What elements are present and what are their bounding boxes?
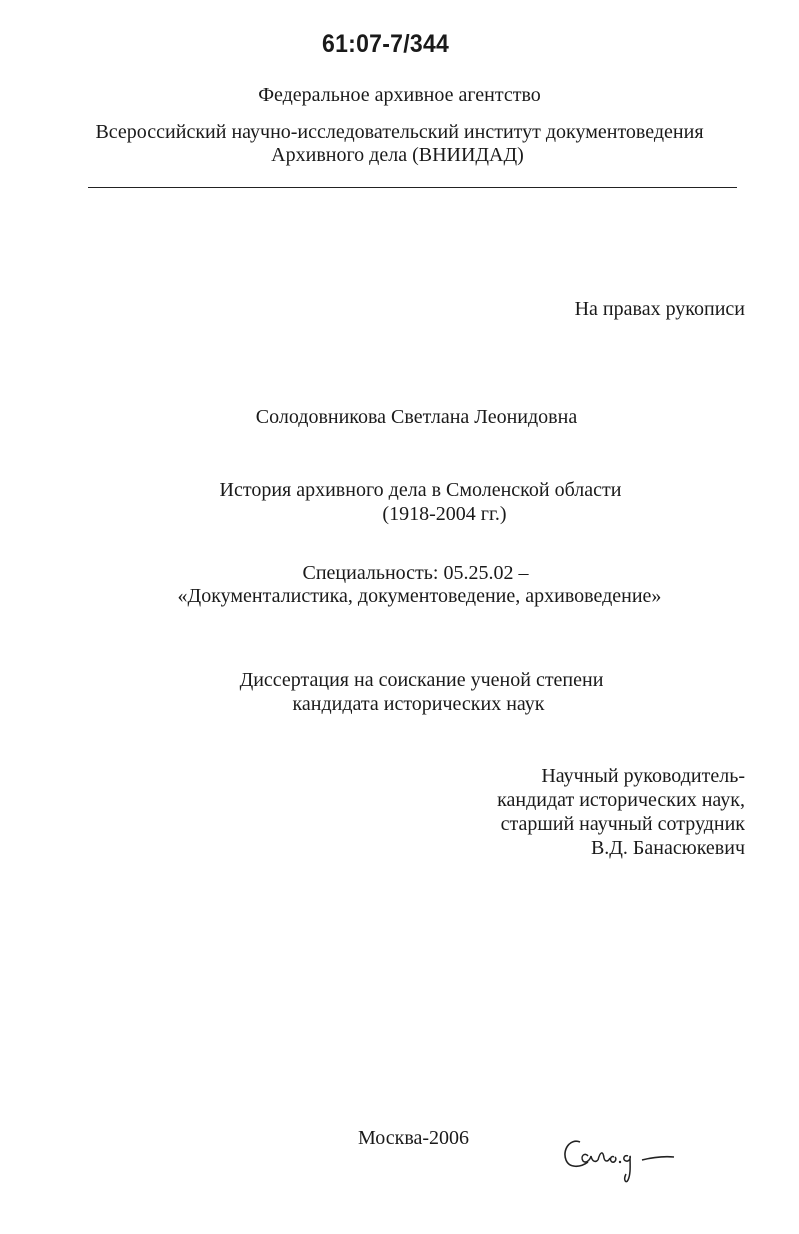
degree-line2: кандидата исторических наук: [292, 693, 545, 715]
signature: [558, 1128, 678, 1193]
advisor-name: В.Д. Банасюкевич: [590, 837, 745, 859]
signature-icon: [558, 1128, 678, 1188]
specialty-line1: Специальность: 05.25.02 –: [302, 562, 529, 584]
city-year: Москва-2006: [357, 1127, 470, 1149]
degree-line1: Диссертация на соискание ученой степени: [239, 669, 604, 691]
header-divider: [88, 187, 737, 188]
dissertation-title-line2: (1918-2004 гг.): [382, 503, 507, 525]
advisor-label: Научный руководитель-: [541, 765, 745, 787]
advisor-degree: кандидат исторических наук,: [497, 789, 745, 811]
dissertation-title-line1: История архивного дела в Смоленской области: [219, 479, 622, 501]
agency-name: Федеральное архивное агентство: [258, 84, 541, 106]
institute-name-line1: Всероссийский научно-исследовательский институт документоведения: [95, 121, 704, 143]
specialty-line2: «Документалистика, документоведение, архивоведение»: [177, 585, 662, 607]
author-name: Солодовникова Светлана Леонидовна: [255, 406, 578, 428]
manuscript-note: На правах рукописи: [574, 298, 745, 320]
institute-name-line2: Архивного дела (ВНИИДАД): [271, 144, 524, 166]
advisor-position: старший научный сотрудник: [500, 813, 745, 835]
document-code: 61:07-7/344: [322, 30, 450, 58]
